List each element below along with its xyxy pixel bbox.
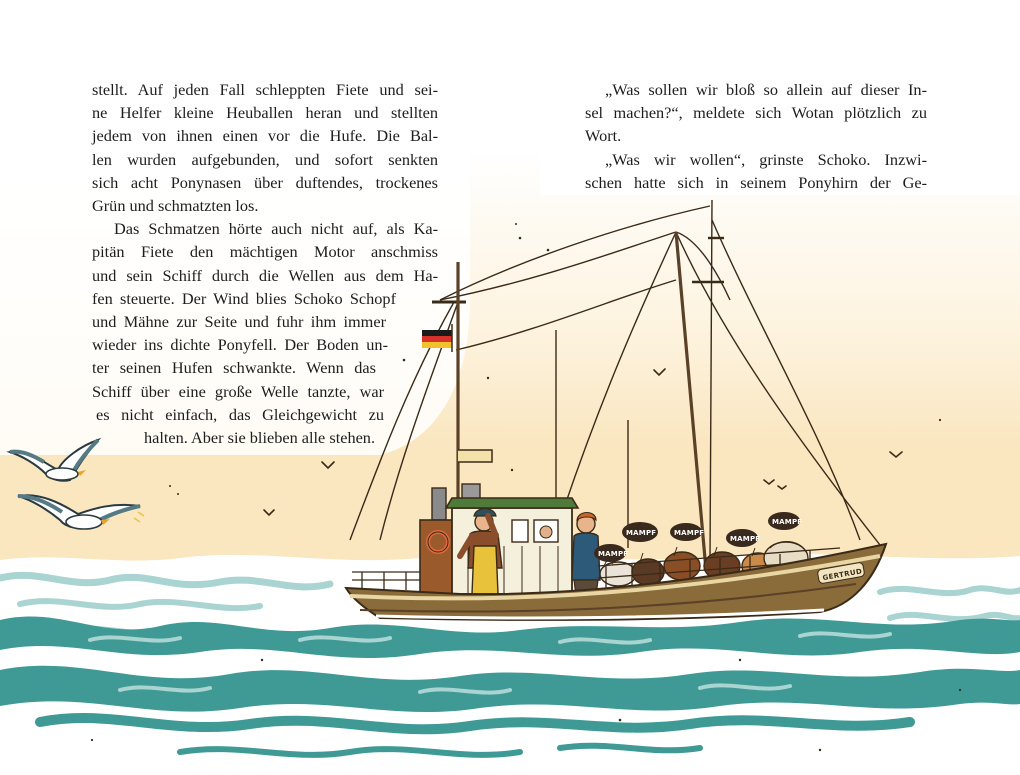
text-line: es nicht einfach, das Gleichgewicht zu (96, 404, 384, 424)
bubble-text: MAMPF (730, 535, 761, 543)
text-line: und sein Schiff durch die Wellen aus dem Ha- (92, 265, 438, 285)
boat-name: GERTRUD (821, 567, 863, 583)
text-line: sich acht Ponynasen über duftendes, trockenes (92, 172, 438, 192)
text-line: pitän Fiete den mächtigen Motor anschmiss (92, 242, 438, 262)
bubble-text: MAMPF (772, 518, 803, 526)
text-line: jedem von ihnen einen vor die Hufe. Die Bal- (92, 126, 438, 146)
sea-waves (0, 617, 1020, 775)
text-line: sel machen?“, meldete sich Wotan plötzlich zu (585, 103, 927, 123)
bubble-text: MAMPF (674, 529, 705, 537)
speech-bubble (622, 522, 658, 542)
seagull-icon (18, 495, 144, 529)
text-line: ter seinen Hufen schwankte. Wenn das (92, 358, 376, 378)
bubble-text: MAMPF (598, 550, 629, 558)
text-line: wieder ins dichte Ponyfell. Der Boden un- (92, 335, 388, 355)
text-line: Das Schmatzen hörte auch nicht auf, als Ka- (114, 219, 438, 239)
text-line: Schiff über eine große Welle tanzte, war (92, 381, 384, 401)
text-line: und Mähne zur Seite und fuhr ihm immer (92, 312, 386, 332)
german-flag (422, 324, 452, 352)
speech-bubble (670, 523, 704, 541)
speech-bubble (726, 529, 760, 547)
distant-gulls (264, 369, 902, 515)
text-line: Grün und schmatzten los. (92, 196, 259, 216)
boat-rigging (350, 200, 880, 570)
text-line: len wurden aufgebunden, und sofort senkten (92, 149, 438, 169)
text-line: schen hatte sich in seinem Ponyhirn der Ge- (585, 172, 927, 192)
text-line: fen steuerte. Der Wind blies Schoko Schopf (92, 288, 396, 308)
text-line: „Was sollen wir bloß so allein auf dieser In- (605, 80, 927, 99)
text-line: Wort. (585, 126, 622, 146)
bubble-text: MAMPF (626, 529, 657, 537)
speech-bubble (768, 512, 802, 530)
text-line: ne Helfer kleine Heuballen heran und stellten (92, 103, 438, 123)
text-line: „Was wir wollen“, grinste Schoko. Inzwi- (605, 149, 927, 169)
text-line: stellt. Auf jeden Fall schleppten Fiete und sei- (92, 80, 438, 99)
seagull-icon (10, 440, 98, 481)
text-line: halten. Aber sie blieben alle stehen. (144, 428, 376, 448)
